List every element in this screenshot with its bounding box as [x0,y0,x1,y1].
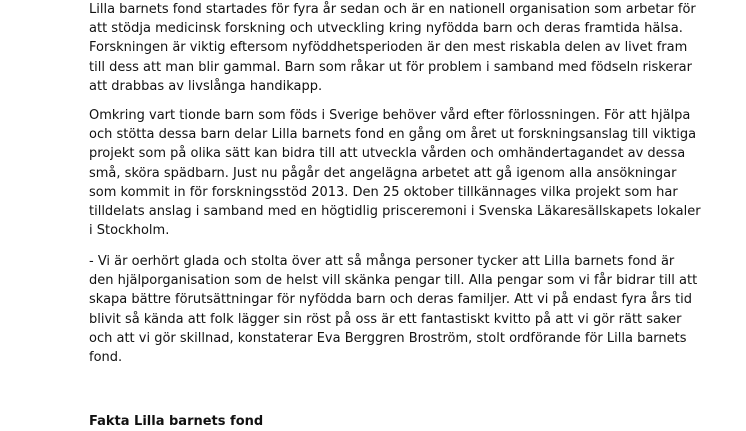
text-line: att stödja medicinsk forskning och utveckling kring nyfödda barn och deras framtida hälsa. [89,21,683,37]
text-line: tilldelats anslag i samband med en högtidlig prisceremoni i Svenska Läkaresällskapets lokaler [89,204,701,220]
text-line: att drabbas av livslånga handikapp. [89,78,323,94]
text-line: blivit så kända att folk lägger sin röst på oss är ett fantastiskt kvitto på att vi gör rätt saker [89,311,682,327]
text-line: skapa bättre förutsättningar för nyfödda barn och deras familjer. Att vi på endast fyra års tid [89,292,692,308]
text-line: Lilla barnets fond startades för fyra år sedan och är en nationell organisation som arbetar för [89,2,696,17]
text-line: och stötta dessa barn delar Lilla barnets fond en gång om året ut forskningsanslag till viktiga [89,127,697,143]
section-heading-partial: Fakta Lilla barnets fond [89,414,264,429]
text-line: i Stockholm. [89,223,170,239]
paragraph-quote [89,252,697,367]
paragraph-research-grants [89,106,701,240]
text-line: små, sköra spädbarn. Just nu pågår det angelägna arbetet att gå igenom alla ansökningar [89,165,677,181]
paragraph-intro [89,0,696,96]
text-line: den hjälporganisation som de helst vill skänka pengar till. Alla pengar som vi får bidrar till att [89,273,698,289]
text-line: som kommit in för forskningsstöd 2013. Den 25 oktober tillkännages vilka projekt som har [89,184,678,200]
text-line: Omkring vart tionde barn som föds i Sverige behöver vård efter förlossningen. För att hjälpa [89,108,691,123]
text-line: fond. [89,350,123,366]
text-line: till dess att man blir gammal. Barn som råkar ut för problem i samband med födseln riskerar [89,59,692,75]
text-line: Forskningen är viktig eftersom nyföddhetsperioden är den mest riskabla delen av livet fram [89,40,688,56]
text-line: projekt som på olika sätt kan bidra till att utveckla vården och omhändertagandet av dessa [89,146,686,162]
text-line: och att vi gör skillnad, konstaterar Eva Berggren Broström, stolt ordförande för Lilla barnets [89,330,687,346]
text-line: - Vi är oerhört glada och stolta över att så många personer tycker att Lilla barnets fond är [89,254,675,269]
